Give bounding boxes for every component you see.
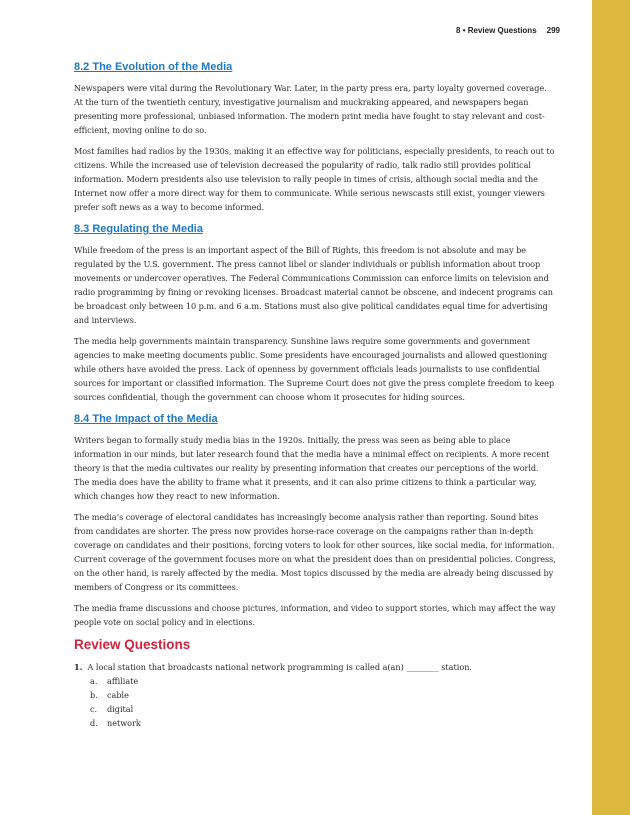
question-text: A local station that broadcasts national network programming is called a(an) ________ station.: [87, 662, 473, 672]
section-heading-8-2[interactable]: 8.2 The Evolution of the Media: [74, 61, 233, 73]
question-number: 1.: [74, 662, 83, 672]
review-question: [74, 660, 556, 674]
page-content: [74, 59, 556, 730]
review-questions-heading: Review Questions: [74, 637, 191, 652]
option-text: cable: [107, 690, 129, 700]
option-text: digital: [107, 704, 134, 714]
option-text: affiliate: [107, 676, 139, 686]
option-letter: c.: [90, 704, 98, 714]
page-number: 299: [546, 26, 560, 35]
option-letter: d.: [90, 718, 98, 728]
paragraph: Newspapers were vital during the Revolutionary War. Later, in the party press era, party loyalty governed coverage. At the turn of the twentieth century, investigative journalism and muckraking appeared, and newspapers began presenting more professional, unbiased information. The modern print media have fought to stay relevant and cost-efficient, moving online to do so.: [74, 83, 547, 135]
paragraph: While freedom of the press is an important aspect of the Bill of Rights, this freedom is not absolute and may be regulated by the U.S. government. The press cannot libel or slander individuals or publish information about troop movements or undercover operatives. The Federal Communications Commission can enforce limits on television and radio programming by fining or revoking licenses. Broadcast material cannot be obscene, and indecent programs can be broadcast only between 10 p.m. and 6 a.m. Stations must also give political candidates equal time for advertising and interviews.: [74, 245, 553, 325]
option-text: network: [107, 718, 141, 728]
option-letter: a.: [90, 676, 98, 686]
running-title: 8 • Review Questions: [456, 26, 537, 35]
running-header: [400, 26, 560, 35]
answer-option: [90, 674, 556, 688]
paragraph: Writers began to formally study media bias in the 1920s. Initially, the press was seen as being able to place information in our minds, but later research found that the media have a minimal effect on recipients. A more recent theory is that the media cultivates our reality by presenting information that creates our perceptions of the world. The media does have the ability to frame what it presents, and it can also prime citizens to think a particular way, which changes how they react to new information.: [74, 435, 550, 501]
section-heading-8-3[interactable]: 8.3 Regulating the Media: [74, 223, 203, 235]
chapter-side-bar: [592, 0, 630, 815]
paragraph: The media help governments maintain transparency. Sunshine laws require some governments and government agencies to make meeting documents public. Some presidents have encouraged journalists and allowed questioning while others have avoided the press. Lack of openness by government officials leads journalists to use confidential sources for important or classified information. The Supreme Court does not give the press complete freedom to keep sources confidential, though the government can choose whom it prosecutes for hiding sources.: [74, 336, 555, 402]
paragraph: Most families had radios by the 1930s, making it an effective way for politicians, especially presidents, to reach out to citizens. While the increased use of television decreased the popularity of radio, talk radio still provides political information. Modern presidents also use television to rally people in times of crisis, although social media and the Internet now offer a more direct way for them to communicate. While serious newscasts still exist, younger viewers prefer soft news as a way to become informed.: [74, 146, 555, 212]
answer-option: [90, 702, 556, 716]
paragraph: The media frame discussions and choose pictures, information, and video to support stories, which may affect the way people vote on social policy and in elections.: [74, 603, 556, 627]
paragraph: The media’s coverage of electoral candidates has increasingly become analysis rather than reporting. Sound bites from candidates are shorter. The press now provides horse-race coverage on the campaigns rather than in-depth coverage on candidates and their positions, forcing voters to look for other sources, like social media, for information. Current coverage of the government focuses more on what the president does than on presidential policies. Congress, on the other hand, is rarely affected by the media. Most topics discussed by the media are already being discussed by members of Congress or its committees.: [74, 512, 556, 592]
answer-option: [90, 688, 556, 702]
answer-option: [90, 716, 556, 730]
option-letter: b.: [90, 690, 98, 700]
section-heading-8-4[interactable]: 8.4 The Impact of the Media: [74, 413, 218, 425]
answer-options: [74, 674, 556, 730]
